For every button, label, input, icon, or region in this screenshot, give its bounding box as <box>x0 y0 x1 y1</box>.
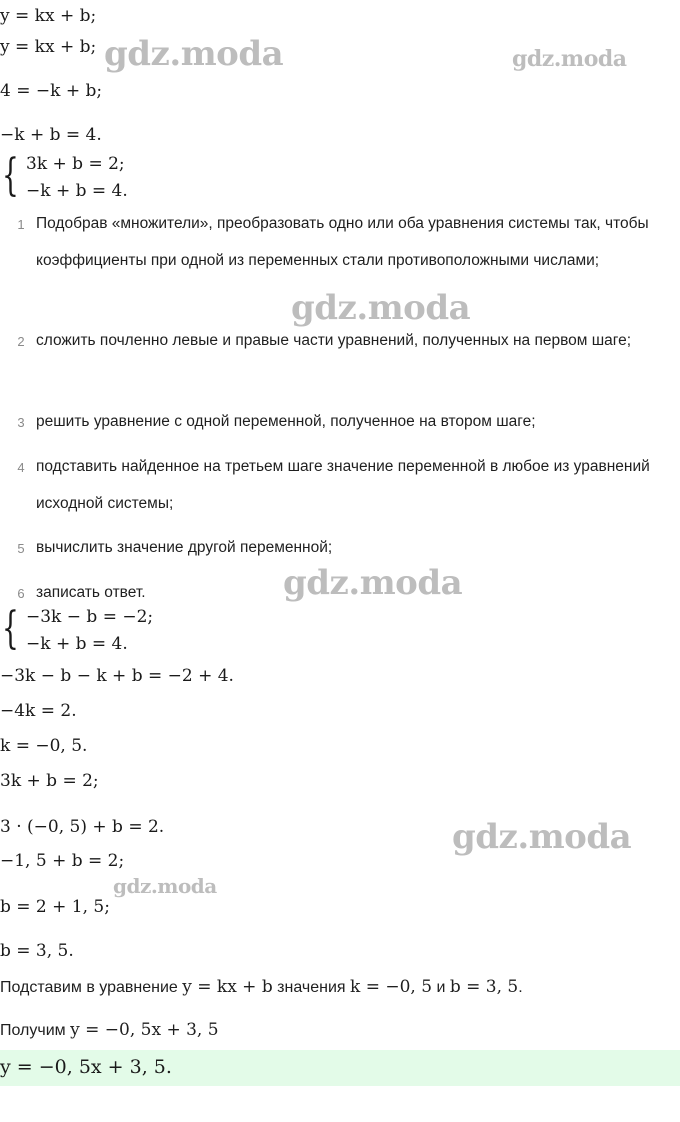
equation-3: 4 = −k + b; <box>0 81 103 101</box>
step-number: 5 <box>17 541 25 556</box>
step-number: 1 <box>17 217 25 232</box>
equation-system-1 <box>0 150 200 206</box>
substitution-equation: y = kx + b <box>182 977 273 997</box>
equation-4: −k + b = 4. <box>0 125 102 145</box>
system-1-row-2: −k + b = 4. <box>26 181 128 201</box>
substitution-b-value: b = 3, 5 <box>449 977 519 997</box>
system-2-row-1: −3k − b = −2; <box>26 607 154 627</box>
step-text: сложить почленно левые и правые части уравнений, полученных на первом шаге; <box>36 332 632 349</box>
solution-line-8: b = 3, 5. <box>0 941 74 961</box>
substitution-end: . <box>518 979 523 996</box>
solution-line-7: b = 2 + 1, 5; <box>0 897 110 917</box>
step-number: 2 <box>17 334 25 349</box>
watermark-logo: gdz.moda <box>113 874 217 898</box>
result-equation: y = −0, 5x + 3, 5 <box>70 1020 219 1040</box>
substitution-mid: значения <box>272 979 350 996</box>
brace-icon: { <box>2 603 19 654</box>
step-text: подставить найденное на третьем шаге значение переменной в любое из уравнений исходной системы; <box>36 458 650 512</box>
solution-line-4: 3k + b = 2; <box>0 771 99 791</box>
watermark-logo: gdz.moda <box>291 288 471 328</box>
step-number: 4 <box>17 460 25 475</box>
brace-icon: { <box>2 150 19 201</box>
equation-1: y = kx + b; <box>0 6 97 26</box>
substitution-sentence <box>0 977 523 997</box>
solution-line-3: k = −0, 5. <box>0 736 88 756</box>
equation-2: y = kx + b; <box>0 37 97 57</box>
result-sentence <box>0 1020 219 1040</box>
solution-line-5: 3 · (−0, 5) + b = 2. <box>0 817 165 837</box>
equation-system-2 <box>0 603 220 659</box>
system-2-row-2: −k + b = 4. <box>26 634 128 654</box>
result-prefix: Получим <box>0 1022 71 1039</box>
step-text: Подобрав «множители», преобразовать одно или оба уравнения системы так, чтобы коэффициенты при одной из переменных стали противоположными числами; <box>36 215 649 269</box>
watermark-logo: gdz.moda <box>283 563 463 603</box>
substitution-prefix: Подставим в уравнение <box>0 979 183 996</box>
step-text: записать ответ. <box>36 584 146 601</box>
substitution-k-value: k = −0, 5 <box>350 977 433 997</box>
answer-equation: y = −0, 5x + 3, 5. <box>0 1056 172 1078</box>
step-number: 3 <box>17 415 25 430</box>
watermark-logo: gdz.moda <box>512 46 627 72</box>
solution-line-1: −3k − b − k + b = −2 + 4. <box>0 666 234 686</box>
system-1-row-1: 3k + b = 2; <box>26 154 125 174</box>
step-text: вычислить значение другой переменной; <box>36 539 333 556</box>
solution-line-6: −1, 5 + b = 2; <box>0 851 125 871</box>
step-number: 6 <box>17 586 25 601</box>
step-text: решить уравнение с одной переменной, полученное на втором шаге; <box>36 413 536 430</box>
substitution-and: и <box>432 979 450 996</box>
watermark-logo: gdz.moda <box>104 34 284 74</box>
answer-box <box>0 1050 680 1086</box>
watermark-logo: gdz.moda <box>452 817 632 857</box>
solution-line-2: −4k = 2. <box>0 701 77 721</box>
